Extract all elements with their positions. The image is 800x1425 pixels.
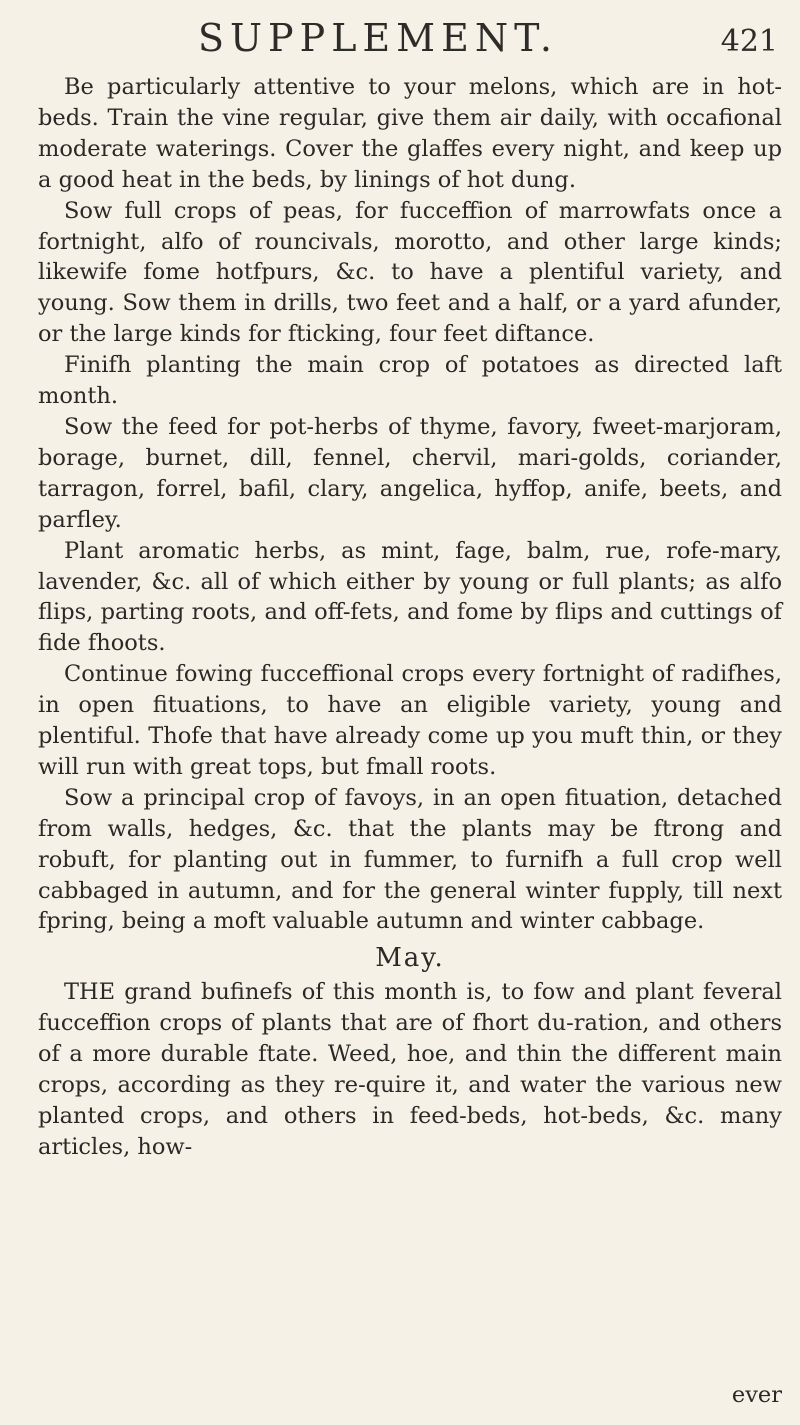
- paragraph-potatoes: Finifh planting the main crop of potatoes as directed laft month.: [38, 352, 782, 410]
- paragraph-may: THE grand bufinefs of this month is, to fow and plant feveral fucceffion crops of plants that are of fhort du-ration, and others of a more durable ftate. Weed, hoe, and thin the different main crops, according as they re-quire it, and water the various new planted crops, and others in feed-beds, hot-beds, &c. many articles, how-: [38, 979, 782, 1160]
- body-text: [38, 72, 782, 1163]
- month-heading: May.: [375, 943, 445, 974]
- paragraph-melons: Be particularly attentive to your melons, which are in hot-beds. Train the vine regular, give them air daily, with occafional moderate waterings. Cover the glaffes every night, and keep up a good heat in the beds, by linings of hot dung.: [38, 74, 782, 193]
- paragraph-savoys: Sow a principal crop of favoys, in an open fituation, detached from walls, hedges, &c. that the plants may be ftrong and robuft, for planting out in fummer, to furnifh a full crop well cabbaged in autumn, and for the general winter fupply, till next fpring, being a moft valuable autumn and winter cabbage.: [38, 784, 782, 935]
- page-header: [198, 14, 778, 66]
- paragraph-pot-herbs: Sow the feed for pot-herbs of thyme, favory, fweet-marjoram, borage, burnet, dill, fennel, chervil, mari-golds, coriander, tarragon, forrel, bafil, clary, angelica, hyffop, anife, beets, and parfley.: [38, 413, 782, 533]
- paragraph-radishes: Continue fowing fucceffional crops every fortnight of radifhes, in open fituations, to have an eligible variety, young and plentiful. Thofe that have already come up you muft thin, or they will run with great tops, but fmall roots.: [38, 661, 782, 780]
- paragraph-aromatic-herbs: Plant aromatic herbs, as mint, fage, balm, rue, rofe-mary, lavender, &c. all of which either by young or full plants; as alfo flips, parting roots, and off-fets, and fome by flips and cuttings of fide fhoots.: [38, 537, 782, 657]
- running-head: SUPPLEMENT.: [198, 16, 558, 60]
- page-number: 421: [720, 24, 778, 59]
- catchword: ever: [731, 1382, 782, 1408]
- paragraph-peas: Sow full crops of peas, for fucceffion of marrowfats once a fortnight, alfo of rouncivals, morotto, and other large kinds; likewife fome hotfpurs, &c. to have a plentiful variety, and young. Sow them in drills, two feet and a half, or a yard afunder, or the large kinds for fticking, four feet diftance.: [38, 197, 782, 348]
